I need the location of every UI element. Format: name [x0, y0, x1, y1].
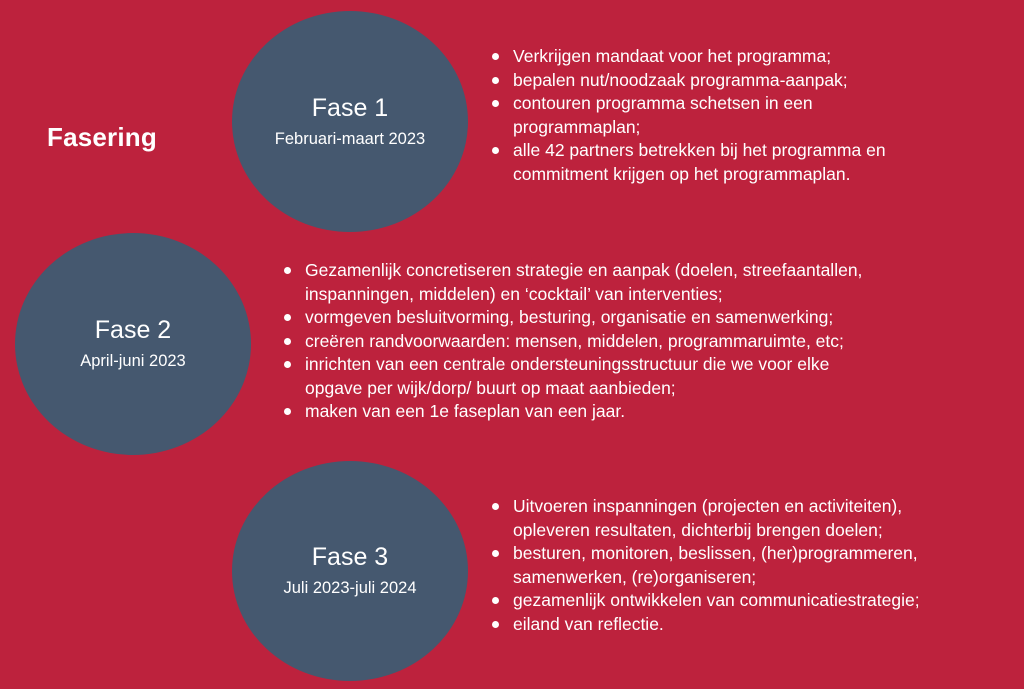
list-item-text: vormgeven besluitvorming, besturing, organisatie en samenwerking;: [305, 307, 834, 327]
list-item-text: samenwerken, (re)organiseren;: [513, 566, 757, 587]
list-item: [491, 495, 920, 542]
phase-2-circle: [15, 233, 251, 455]
list-item-text: besturen, monitoren, beslissen, (her)programmeren,: [513, 543, 918, 563]
list-item-text: inrichten van een centrale ondersteuningsstructuur die we voor elke: [305, 354, 830, 374]
phase-2-activities: [283, 259, 862, 424]
list-item-text: eiland van reflectie.: [513, 613, 664, 634]
list-item: [283, 259, 862, 306]
list-item: [491, 92, 886, 139]
list-item-text: inspanningen, middelen) en ‘cocktail’ van interventies;: [305, 283, 723, 304]
list-item: [283, 353, 862, 400]
list-item-text: programmaplan;: [513, 116, 641, 137]
phase-3-name: Fase 3: [311, 543, 389, 571]
list-item-text: opgave per wijk/dorp/ buurt op maat aanbieden;: [305, 377, 676, 398]
list-item: [283, 330, 862, 354]
list-item: [491, 45, 886, 69]
list-item: [491, 542, 920, 589]
list-item-text: gezamenlijk ontwikkelen van communicatiestrategie;: [513, 590, 920, 610]
list-item: [283, 306, 862, 330]
phase-2-period: April-juni 2023: [80, 352, 186, 370]
list-item: [491, 139, 886, 186]
phase-1-name: Fase 1: [311, 93, 389, 122]
list-item-text: contouren programma schetsen in een: [513, 93, 813, 113]
list-item-text: alle 42 partners betrekken bij het programma en: [513, 140, 886, 160]
list-item-text: Gezamenlijk concretiseren strategie en aanpak (doelen, streefaantallen,: [305, 260, 863, 280]
phase-3-circle: [232, 461, 468, 681]
list-item-text: opleveren resultaten, dichterbij brengen doelen;: [513, 519, 883, 540]
list-item: [491, 589, 920, 613]
phase-1-activities: [491, 45, 886, 186]
list-item-text: creëren randvoorwaarden: mensen, middelen, programmaruimte, etc;: [305, 330, 844, 351]
list-item: [283, 400, 862, 424]
list-item-text: commitment krijgen op het programmaplan.: [513, 163, 851, 184]
list-item-text: Verkrijgen mandaat voor het programma;: [513, 46, 832, 66]
list-item: [491, 69, 886, 93]
phase-3-activities: [491, 495, 920, 636]
phase-2-name: Fase 2: [94, 316, 172, 344]
list-item-text: bepalen nut/noodzaak programma-aanpak;: [513, 69, 848, 90]
list-item-text: maken van een 1e faseplan van een jaar.: [305, 401, 626, 421]
phase-1-circle: [232, 11, 468, 232]
phase-1-period: Februari-maart 2023: [274, 129, 426, 148]
list-item: [491, 613, 920, 637]
page-title: Fasering: [47, 122, 157, 152]
list-item-text: Uitvoeren inspanningen (projecten en activiteiten),: [513, 496, 903, 516]
phase-3-period: Juli 2023-juli 2024: [283, 579, 417, 597]
